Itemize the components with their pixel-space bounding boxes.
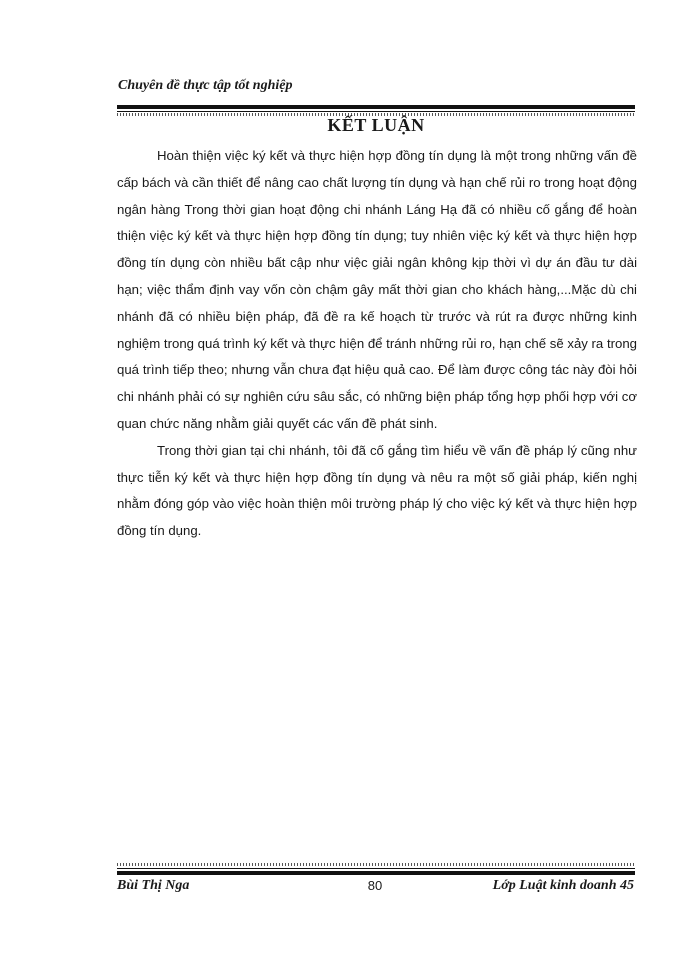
page-number: 80 xyxy=(367,878,383,893)
footer-class-name: Lớp Luật kinh doanh 45 xyxy=(492,878,634,893)
body-text xyxy=(117,143,637,545)
document-header-title: Chuyên đề thực tập tốt nghiệp xyxy=(118,78,293,93)
footer-divider xyxy=(117,862,635,875)
page-title: KẾT LUẬN xyxy=(327,115,425,135)
footer-author: Bùi Thị Nga xyxy=(117,878,190,893)
paragraph-2: Trong thời gian tại chi nhánh, tôi đã cố gắng tìm hiểu về vấn đề pháp lý cũng như thực tiễn ký kết và thực hiện hợp đồng tín dụng và nêu ra một số giải pháp, kiến nghị nhằm đóng góp vào việc hoàn thiện môi trường pháp lý cho việc ký kết và thực hiện hợp đồng tín dụng. xyxy=(117,442,637,539)
paragraph-1: Hoàn thiện việc ký kết và thực hiện hợp đồng tín dụng là một trong những vấn đề cấp bách và cần thiết để nâng cao chất lượng tín dụng và hạn chế rủi ro trong hoạt động ngân hàng Trong thời gian hoạt động chi nhánh Láng Hạ đã có nhiều cố gắng để hoàn thiện việc ký kết và thực hiện hợp đồng tín dụng; tuy nhiên việc ký kết và thực hiện hợp đồng tín dụng còn nhiều bất cập như việc giải ngân không kịp thời vì dự án đầu tư dài hạn; việc thẩm định vay vốn còn chậm gây mất thời gian cho khách hàng,...Mặc dù chi nhánh đã có nhiều biện pháp, đã đề ra kế hoạch từ trước và rút ra được những kinh nghiệm trong quá trình ký kết và thực hiện để tránh những rủi ro, hạn chế sẽ xảy ra trong quá trình tiếp theo; nhưng vẫn chưa đạt hiệu quả cao. Để làm được công tác này đòi hỏi chi nhánh phải có sự nghiên cứu sâu sắc, có những biện pháp tổng hợp phối hợp với cơ quan chức năng nhằm giải quyết các vấn đề phát sinh. xyxy=(117,148,637,431)
